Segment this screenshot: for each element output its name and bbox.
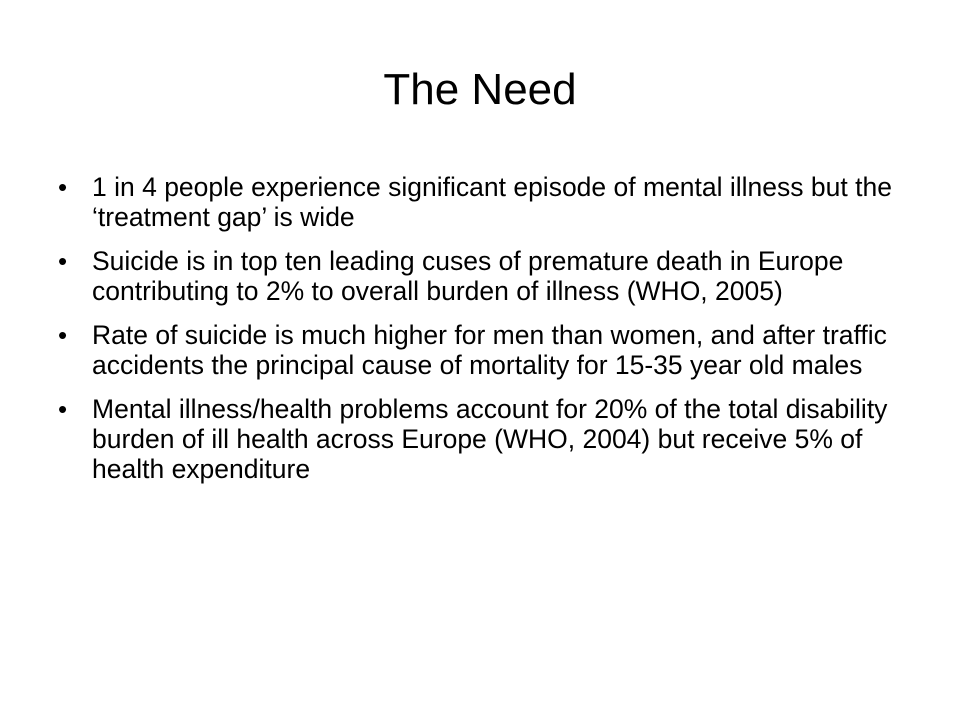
bullet-text: Mental illness/health problems account for 20% of the total disability burden of ill health across Europe (WHO, 2004) but receive 5% of health expenditure <box>92 394 888 484</box>
bullet-item <box>58 394 908 484</box>
bullet-text: Rate of suicide is much higher for men than women, and after traffic accidents the principal cause of mortality for 15-35 year old males <box>92 320 887 380</box>
bullet-list <box>58 172 908 498</box>
bullet-text: 1 in 4 people experience significant episode of mental illness but the ‘treatment gap’ is wide <box>92 172 892 232</box>
bullet-icon: • <box>58 246 68 276</box>
bullet-icon: • <box>58 172 68 202</box>
bullet-item <box>58 172 908 232</box>
bullet-item <box>58 320 908 380</box>
bullet-item <box>58 246 908 306</box>
slide-title: The Need <box>383 65 577 114</box>
bullet-icon: • <box>58 320 68 350</box>
bullet-icon: • <box>58 394 68 424</box>
bullet-text: Suicide is in top ten leading cuses of premature death in Europe contributing to 2% to overall burden of illness (WHO, 2005) <box>92 246 844 306</box>
